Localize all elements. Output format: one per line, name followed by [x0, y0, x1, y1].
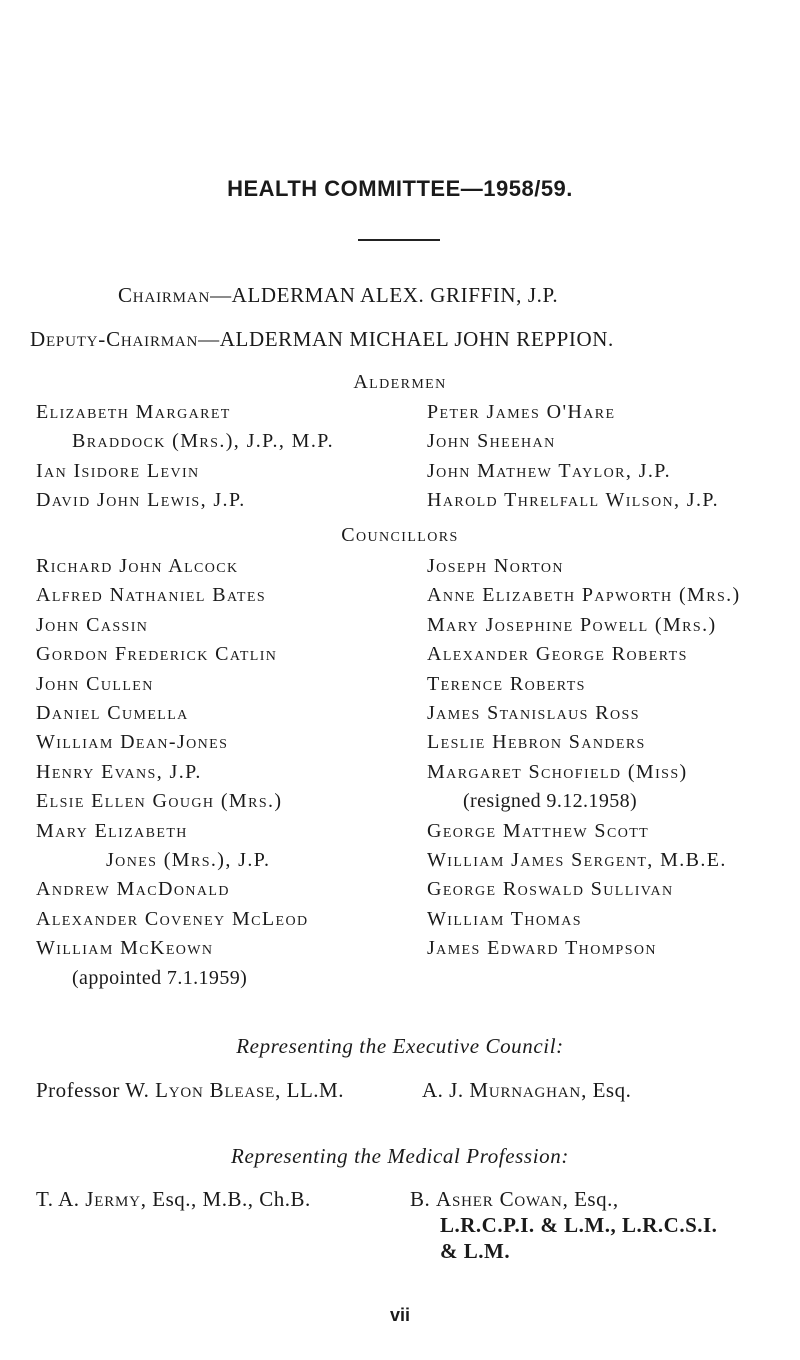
executive-council-heading: Representing the Executive Council: — [236, 1034, 564, 1058]
member-name: Elsie Ellen Gough (Mrs.) — [36, 790, 283, 813]
member-name: Terence Roberts — [427, 672, 586, 695]
member-name: Richard John Alcock — [36, 555, 239, 577]
page-title: HEALTH COMMITTEE—1958/59. — [227, 176, 573, 201]
member-name: Anne Elizabeth Papworth (Mrs.) — [427, 584, 741, 607]
member-name: John Sheehan — [427, 430, 556, 453]
medical-member-left: T. A. Jermy, Esq., M.B., Ch.B. — [36, 1187, 311, 1211]
member-name: William McKeown — [36, 937, 214, 960]
member-note: (resigned 9.12.1958) — [463, 790, 638, 813]
member-name: George Roswald Sullivan — [427, 878, 674, 901]
member-name: John Mathew Taylor, J.P. — [427, 459, 671, 482]
aldermen-heading: Aldermen — [353, 371, 447, 393]
councillors-heading: Councillors — [341, 524, 459, 546]
medical-profession-heading: Representing the Medical Profession: — [231, 1144, 569, 1168]
member-name: Alexander George Roberts — [427, 643, 688, 666]
deputy-chairman-line — [30, 327, 614, 352]
medical-member-right-qualifications: L.R.C.P.I. & L.M., L.R.C.S.I. — [440, 1213, 718, 1237]
member-name: Alexander Coveney McLeod — [36, 907, 309, 930]
medical-member-right-qualifications-cont: & L.M. — [440, 1239, 511, 1263]
member-name: Margaret Schofield (Miss) — [427, 760, 688, 783]
executive-member-left: Professor W. Lyon Blease, LL.M. — [36, 1078, 344, 1102]
member-name: William Thomas — [427, 907, 582, 930]
member-name: Alfred Nathaniel Bates — [36, 584, 267, 607]
chairman-role: Chairman — [118, 283, 211, 307]
member-name: Henry Evans, J.P. — [36, 760, 202, 783]
member-name: William James Sergent, M.B.E. — [427, 849, 727, 872]
member-name: James Stanislaus Ross — [427, 702, 640, 725]
aldermen-left-column — [36, 398, 334, 516]
member-name: Andrew MacDonald — [36, 878, 230, 901]
medical-member-right: B. Asher Cowan, Esq., — [410, 1187, 619, 1211]
page-number: vii — [389, 1305, 410, 1325]
councillors-right-column — [427, 552, 741, 964]
member-name: Elizabeth Margaret — [36, 401, 231, 423]
deputy-chairman-role: Deputy-Chairman — [30, 327, 199, 351]
member-name: Harold Threlfall Wilson, J.P. — [427, 489, 720, 512]
chairman-name: —ALDERMAN ALEX. GRIFFIN, J.P. — [210, 283, 559, 307]
member-name: David John Lewis, J.P. — [36, 489, 246, 512]
title-divider — [358, 239, 440, 241]
member-name: Leslie Hebron Sanders — [427, 731, 646, 754]
member-name: William Dean-Jones — [36, 731, 229, 754]
member-name: Peter James O'Hare — [427, 401, 616, 423]
member-name: John Cullen — [36, 672, 154, 695]
member-name: Braddock (Mrs.), J.P., M.P. — [72, 430, 334, 453]
aldermen-right-column — [427, 398, 719, 516]
member-name: Mary Josephine Powell (Mrs.) — [427, 613, 717, 636]
member-name: John Cassin — [36, 613, 149, 636]
deputy-chairman-name: —ALDERMAN MICHAEL JOHN REPPION. — [198, 327, 614, 351]
member-name: Daniel Cumella — [36, 702, 189, 725]
executive-member-right: A. J. Murnaghan, Esq. — [422, 1078, 632, 1102]
member-name: Gordon Frederick Catlin — [36, 643, 278, 666]
member-name: Ian Isidore Levin — [36, 459, 200, 482]
member-name: Jones (Mrs.), J.P. — [106, 849, 271, 872]
member-name: Mary Elizabeth — [36, 819, 188, 842]
member-name: Joseph Norton — [427, 555, 564, 577]
chairman-line — [118, 283, 558, 308]
member-name: George Matthew Scott — [427, 819, 650, 842]
councillors-left-column — [36, 552, 308, 993]
member-note: (appointed 7.1.1959) — [72, 966, 248, 989]
member-name: James Edward Thompson — [427, 937, 657, 960]
